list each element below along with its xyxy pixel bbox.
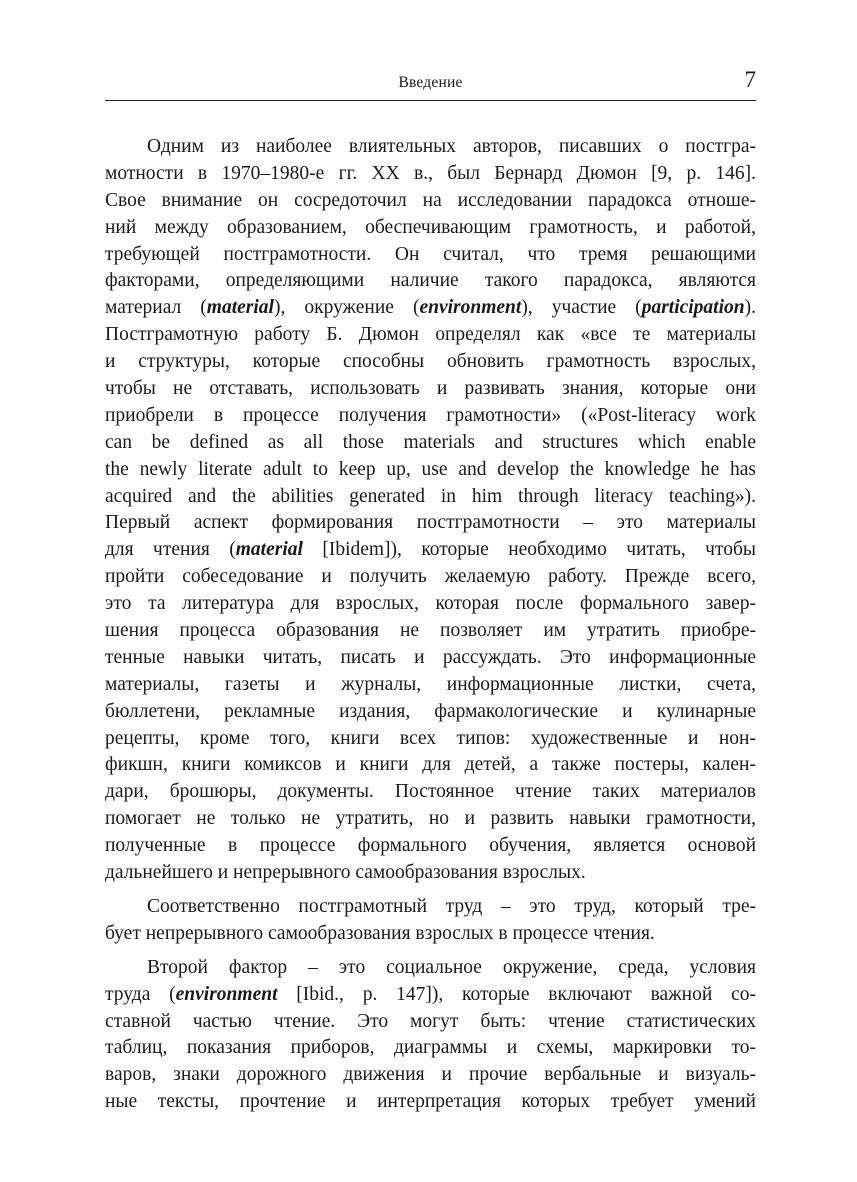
text-line: дальнейшего и непрерывного самообразования взрослых. [105,862,586,884]
text-line: материалы, газеты и журналы, информационные листки, счета, [105,673,756,695]
text-line: таблиц, показания приборов, диаграммы и схемы, маркировки то- [105,1037,756,1059]
text-line: полученные в процессе формального обучения, является основой [105,835,756,857]
text-line: мотности в 1970–1980-е гг. XX в., был Бернард Дюмон [9, p. 146]. [105,162,756,184]
paragraph [105,134,756,887]
text-line: can be defined as all those materials and structures which enable [105,431,756,453]
text-line: помогает не только не утратить, но и развить навыки грамотности, [105,808,756,830]
text-line: бюллетени, рекламные издания, фармакологические и кулинарные [105,700,756,722]
page-header [105,66,756,101]
text-line: Одним из наиболее влиятельных авторов, писавших о постгра- [147,136,756,157]
text-line: факторами, определяющими наличие такого парадокса, являются [105,270,756,292]
body-text [105,134,756,1116]
text-line: чтобы не отставать, использовать и развивать знания, которые они [105,378,756,400]
text-line: acquired and the abilities generated in him through literacy teaching»). [105,485,756,507]
text-line: Второй фактор – это социальное окружение, среда, условия [147,956,756,978]
emphasized-term: material [235,539,303,561]
text-line: пройти собеседование и получить желаемую работу. Прежде всего, [105,566,756,588]
text-line: бует непрерывного самообразования взрослых в процессе чтения. [105,922,655,944]
text-line: шения процесса образования не позволяет им утратить приобре- [105,620,756,642]
text-line: Свое внимание он сосредоточил на исследовании парадокса отноше- [105,189,756,211]
text-line: ставной частью чтение. Это могут быть: чтение статистических [105,1010,756,1032]
text-line: Соответственно постграмотный труд – это труд, который тре- [147,895,756,917]
text-line: Постграмотную работу Б. Дюмон определял как «все те материалы [105,324,756,346]
paragraph-gap [105,887,756,894]
emphasized-term: environment [175,983,278,1005]
text-line: Первый аспект формирования постграмотности – это материалы [105,512,756,534]
paragraph [105,894,756,948]
paragraph [105,955,756,1116]
text-line: это та литература для взрослых, которая после формального завер- [105,593,756,615]
text-line: ные тексты, прочтение и интерпретация которых требует умений [105,1091,756,1113]
text-line: варов, знаки дорожного движения и прочие вербальные и визуаль- [105,1064,756,1086]
text-line: фикшн, книги комиксов и книги для детей, а также постеры, кален- [105,754,756,776]
text-line: материал (material), окружение (environment), участие (participation). [105,297,756,319]
text-line: для чтения (material [Ibidem]), которые необходимо читать, чтобы [105,539,756,561]
text-line: и структуры, которые способны обновить грамотность взрослых, [105,351,756,373]
emphasized-term: material [206,297,274,319]
running-title: Введение [398,74,463,91]
page-number: 7 [744,67,756,92]
emphasized-term: participation [641,297,745,319]
text-line: ний между образованием, обеспечивающим грамотность, и работой, [105,216,756,238]
text-line: тенные навыки читать, писать и рассуждать. Это информационные [105,646,756,668]
text-line: the newly literate adult to keep up, use and develop the knowledge he has [105,458,756,480]
text-line: труда (environment [Ibid., p. 147]), которые включают важной со- [105,983,756,1005]
emphasized-term: environment [419,297,522,319]
paragraph-gap [105,948,756,955]
text-line: рецепты, кроме того, книги всех типов: художественные и нон- [105,727,756,749]
text-line: требующей постграмотности. Он считал, что тремя решающими [105,243,756,265]
text-line: дари, брошюры, документы. Постоянное чтение таких материалов [105,781,756,803]
text-line: приобрели в процессе получения грамотности» («Post-literacy work [105,404,756,426]
